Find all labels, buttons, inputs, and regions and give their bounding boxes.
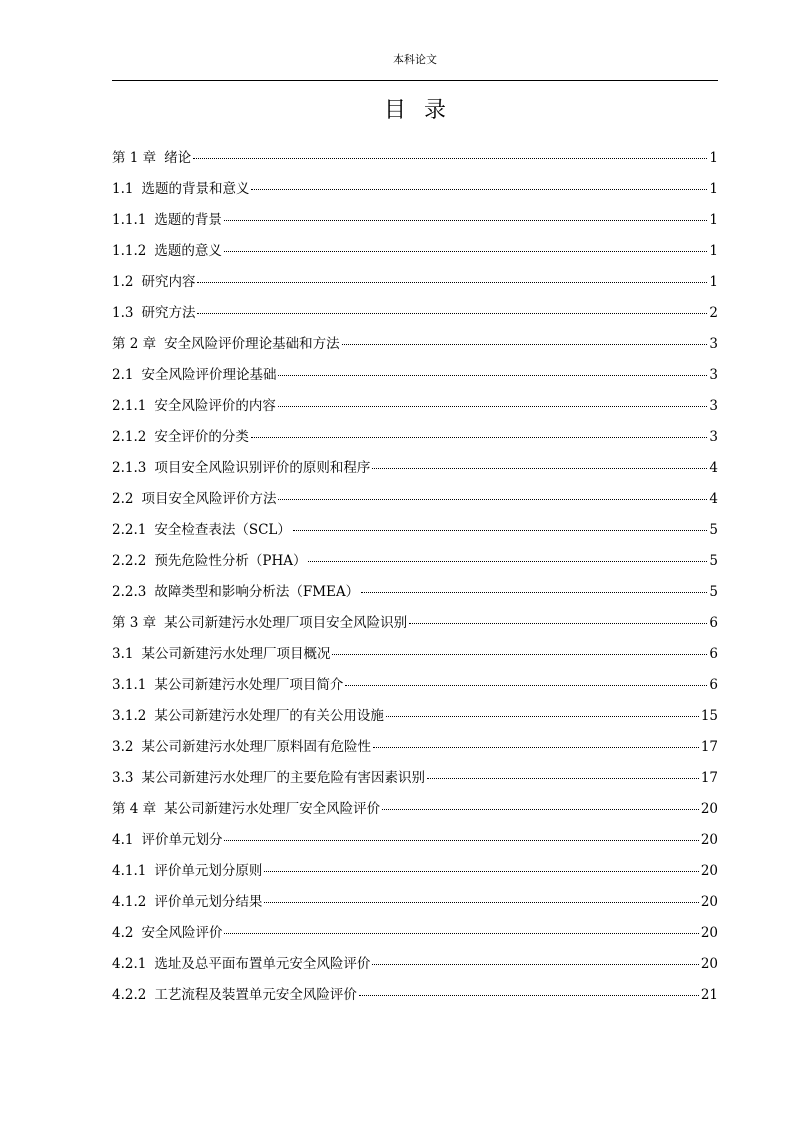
toc-entry-number: 2.1.3 (112, 460, 147, 476)
toc-entry[interactable] (112, 515, 718, 546)
dot-leader (386, 716, 699, 717)
toc-entry-title: 某公司新建污水处理厂原料固有危险性 (141, 739, 371, 755)
toc-entry[interactable] (112, 174, 718, 205)
running-header: 本科论文 (393, 53, 437, 66)
dot-leader (308, 561, 707, 562)
toc-entry[interactable] (112, 391, 718, 422)
toc-entry-page: 1 (709, 274, 718, 290)
toc-entry[interactable] (112, 856, 718, 887)
toc-entry[interactable] (112, 298, 718, 329)
toc-entry-title: 评价单元划分 (141, 832, 223, 848)
toc-entry-number: 4.1 (112, 832, 134, 848)
toc-entry-title: 选题的意义 (154, 243, 222, 259)
toc-entry-title: 项目安全风险评价方法 (141, 491, 277, 507)
toc-entry-number: 第 4 章 (112, 801, 157, 817)
toc-entry-number: 1.1.2 (112, 243, 147, 259)
dot-leader (197, 282, 707, 283)
toc-entry-title: 研究方法 (141, 305, 196, 321)
toc-entry-title: 某公司新建污水处理厂项目简介 (154, 677, 344, 693)
dot-leader (278, 406, 708, 407)
toc-entry[interactable] (112, 484, 718, 515)
toc-entry-title: 安全风险评价理论基础和方法 (164, 336, 340, 352)
toc-entry[interactable] (112, 639, 718, 670)
toc-entry-page: 6 (709, 646, 718, 662)
dot-leader (251, 189, 707, 190)
toc-entry-title: 选题的背景和意义 (141, 181, 250, 197)
toc-entry-number: 3.1 (112, 646, 134, 662)
toc-entry-number: 第 1 章 (112, 150, 157, 166)
toc-entry-page: 1 (709, 212, 718, 228)
toc-entry-page: 15 (700, 708, 718, 724)
toc-entry[interactable] (112, 949, 718, 980)
toc-entry-title: 预先危险性分析（PHA） (154, 553, 307, 569)
toc-entry-number: 1.3 (112, 305, 134, 321)
dot-leader (361, 592, 707, 593)
toc-entry[interactable] (112, 143, 718, 174)
toc-entry-number: 2.1.2 (112, 429, 147, 445)
dot-leader (224, 840, 698, 841)
toc-entry[interactable] (112, 980, 718, 1011)
toc-entry[interactable] (112, 887, 718, 918)
toc-entry-page: 1 (709, 150, 718, 166)
toc-entry-number: 3.3 (112, 770, 134, 786)
toc-entry-title: 选题的背景 (154, 212, 222, 228)
dot-leader (342, 344, 708, 345)
toc-entry-number: 2.2.3 (112, 584, 147, 600)
toc-entry-title: 项目安全风险识别评价的原则和程序 (154, 460, 371, 476)
dot-leader (372, 468, 707, 469)
toc-entry-page: 4 (709, 491, 718, 507)
toc-entry-title: 安全风险评价 (141, 925, 223, 941)
toc-entry-page: 5 (709, 584, 718, 600)
toc-entry-title: 安全风险评价理论基础 (141, 367, 277, 383)
toc-entry-page: 1 (709, 243, 718, 259)
toc-entry[interactable] (112, 546, 718, 577)
toc-entry[interactable] (112, 236, 718, 267)
dot-leader (224, 251, 708, 252)
toc-entry-number: 第 3 章 (112, 615, 157, 631)
toc-entry-title: 某公司新建污水处理厂的主要危险有害因素识别 (141, 770, 425, 786)
toc-entry-title: 某公司新建污水处理厂安全风险评价 (164, 801, 381, 817)
toc-entry[interactable] (112, 577, 718, 608)
toc-entry-number: 2.2 (112, 491, 134, 507)
dot-leader (409, 623, 707, 624)
toc-entry-number: 4.2 (112, 925, 134, 941)
toc-entry-page: 4 (709, 460, 718, 476)
dot-leader (197, 313, 707, 314)
toc-entry-page: 5 (709, 553, 718, 569)
toc-entry-title: 评价单元划分结果 (154, 894, 263, 910)
toc-entry-page: 20 (700, 863, 718, 879)
toc-entry-page: 3 (709, 429, 718, 445)
toc-entry-title: 故障类型和影响分析法（FMEA） (154, 584, 360, 600)
toc-entry-number: 3.2 (112, 739, 134, 755)
toc-entry-title: 某公司新建污水处理厂的有关公用设施 (154, 708, 384, 724)
toc-entry-number: 4.1.2 (112, 894, 147, 910)
toc-entry-number: 1.1 (112, 181, 134, 197)
toc-entry-page: 17 (700, 739, 718, 755)
toc-entry-page: 20 (700, 925, 718, 941)
header-rule (112, 80, 718, 81)
toc-entry[interactable] (112, 918, 718, 949)
toc-entry-number: 2.2.1 (112, 522, 147, 538)
toc-entry-page: 20 (700, 801, 718, 817)
toc-entry-title: 研究内容 (141, 274, 196, 290)
dot-leader (382, 809, 699, 810)
toc-entry-title: 安全检查表法（SCL） (154, 522, 291, 538)
toc-entry-page: 3 (709, 398, 718, 414)
toc-entry[interactable] (112, 329, 718, 360)
toc-entry-page: 17 (700, 770, 718, 786)
toc-entry[interactable] (112, 701, 718, 732)
toc-entry-number: 4.2.2 (112, 987, 147, 1003)
dot-leader (293, 530, 708, 531)
toc-entry-page: 5 (709, 522, 718, 538)
toc-entry-title: 安全风险评价的内容 (154, 398, 276, 414)
toc-entry[interactable] (112, 763, 718, 794)
toc-entry-number: 1.2 (112, 274, 134, 290)
toc-entry[interactable] (112, 453, 718, 484)
toc-entry-title: 安全评价的分类 (154, 429, 249, 445)
toc-entry-page: 20 (700, 832, 718, 848)
dot-leader (332, 654, 707, 655)
toc-entry-title: 评价单元划分原则 (154, 863, 263, 879)
toc-entry-page: 1 (709, 181, 718, 197)
toc-entry-number: 1.1.1 (112, 212, 147, 228)
dot-leader (278, 375, 707, 376)
dot-leader (359, 995, 699, 996)
toc-entry-number: 2.1 (112, 367, 134, 383)
toc-entry-page: 3 (709, 367, 718, 383)
dot-leader (264, 871, 698, 872)
dot-leader (278, 499, 707, 500)
dot-leader (264, 902, 698, 903)
toc-entry[interactable] (112, 422, 718, 453)
dot-leader (251, 437, 708, 438)
dot-leader (427, 778, 699, 779)
toc-entry[interactable] (112, 670, 718, 701)
toc-entry-page: 6 (709, 677, 718, 693)
toc-entry-title: 工艺流程及装置单元安全风险评价 (154, 987, 357, 1003)
dot-leader (224, 933, 698, 934)
toc-entry-title: 某公司新建污水处理厂项目概况 (141, 646, 331, 662)
toc-entry-number: 2.2.2 (112, 553, 147, 569)
toc-entry[interactable] (112, 794, 718, 825)
dot-leader (193, 158, 707, 159)
toc-entry-number: 2.1.1 (112, 398, 147, 414)
dot-leader (345, 685, 707, 686)
dot-leader (224, 220, 708, 221)
toc-list (112, 143, 718, 1011)
toc-entry[interactable] (112, 267, 718, 298)
toc-entry-number: 3.1.2 (112, 708, 147, 724)
toc-entry-page: 3 (709, 336, 718, 352)
dot-leader (372, 964, 698, 965)
dot-leader (373, 747, 699, 748)
toc-entry-number: 3.1.1 (112, 677, 147, 693)
toc-entry[interactable] (112, 360, 718, 391)
toc-entry-title: 选址及总平面布置单元安全风险评价 (154, 956, 371, 972)
toc-entry-number: 4.2.1 (112, 956, 147, 972)
toc-entry-page: 21 (700, 987, 718, 1003)
toc-entry-number: 4.1.1 (112, 863, 147, 879)
toc-entry-page: 20 (700, 956, 718, 972)
toc-entry-page: 2 (709, 305, 718, 321)
toc-entry[interactable] (112, 608, 718, 639)
toc-entry-page: 20 (700, 894, 718, 910)
page-title: 目录 (383, 98, 464, 123)
toc-entry-number: 第 2 章 (112, 336, 157, 352)
toc-entry[interactable] (112, 732, 718, 763)
toc-entry[interactable] (112, 205, 718, 236)
toc-entry[interactable] (112, 825, 718, 856)
toc-entry-title: 某公司新建污水处理厂项目安全风险识别 (164, 615, 408, 631)
toc-entry-title: 绪论 (164, 150, 192, 166)
toc-entry-page: 6 (709, 615, 718, 631)
